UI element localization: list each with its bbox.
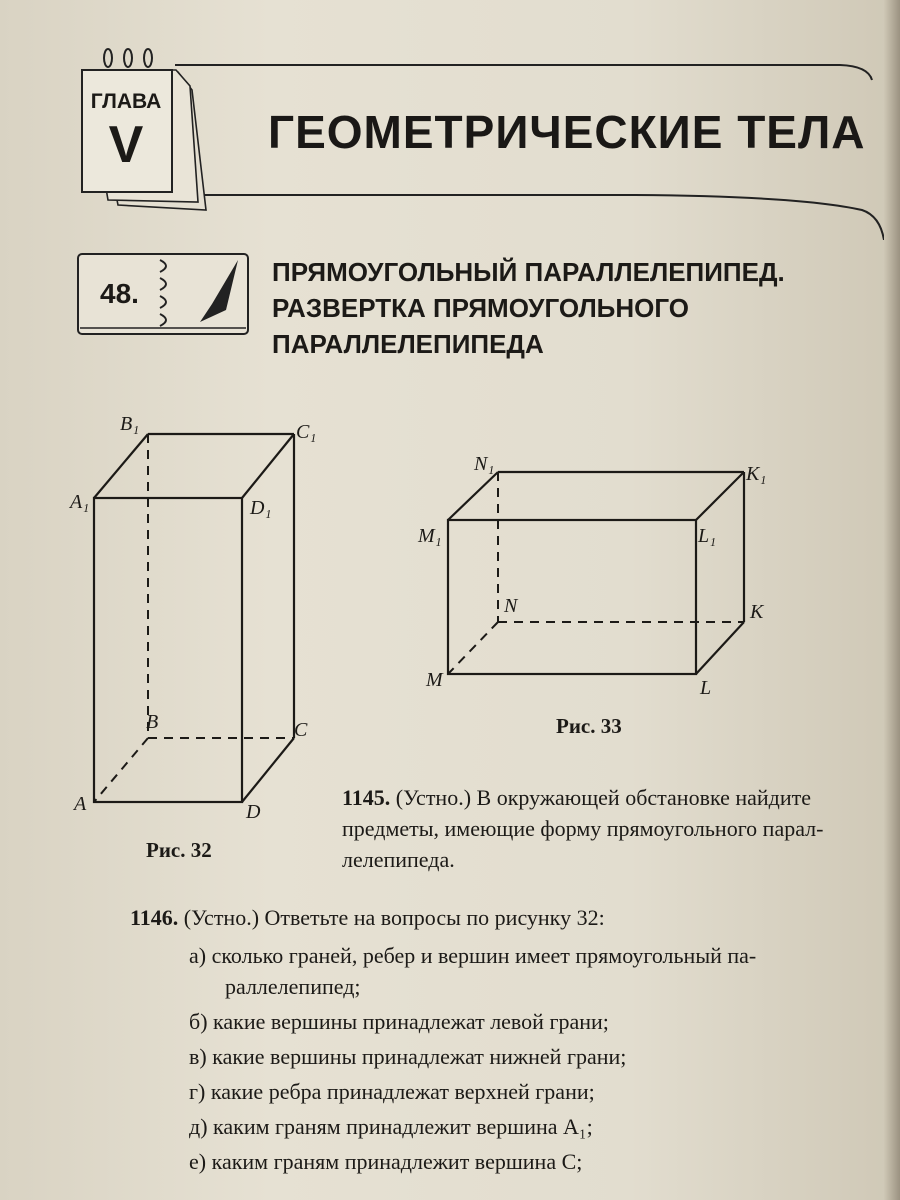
figure-33-caption: Рис. 33: [556, 714, 622, 738]
figure-33-parallelepiped: [410, 450, 790, 710]
list-item: г) какие ребра принадлежат верхней грани;: [189, 1079, 595, 1104]
list-item: б) какие вершины принадлежат левой грани;: [189, 1009, 609, 1034]
vertex-label: D₁: [250, 497, 272, 519]
exercise-1146-intro: [130, 902, 605, 933]
section-title-line: ПАРАЛЛЕЛЕПИПЕДА: [272, 329, 544, 359]
vertex-label: N: [504, 595, 518, 617]
vertex-label: D: [246, 801, 261, 823]
section-title-line: ПРЯМОУГОЛЬНЫЙ ПАРАЛЛЕЛЕПИПЕД.: [272, 257, 785, 287]
list-item: д) каким граням принадлежит вершина A₁;: [189, 1114, 593, 1139]
figure-32-parallelepiped: [60, 410, 350, 830]
exercise-number: 1146.: [130, 905, 179, 930]
vertex-label: M: [426, 669, 443, 691]
vertex-label: K₁: [746, 463, 767, 485]
vertex-label: C₁: [296, 421, 317, 443]
section-number: 48.: [100, 278, 139, 309]
list-item: е) каким граням принадлежит вершина C;: [189, 1149, 583, 1174]
section-title-line: РАЗВЕРТКА ПРЯМОУГОЛЬНОГО: [272, 293, 689, 323]
page-edge-shadow: [884, 0, 900, 1200]
vertex-label: C: [294, 719, 308, 741]
exercise-text-line: лелепипеда.: [342, 847, 455, 872]
vertex-label: A₁: [70, 491, 90, 513]
vertex-label: L₁: [698, 525, 717, 547]
exercise-1146-items: [189, 940, 879, 1200]
list-item: раллелепипед;: [225, 974, 361, 999]
section-title: [272, 254, 785, 362]
exercise-text-line: (Устно.) Ответьте на вопросы по рисунку 32:: [183, 905, 605, 930]
figure-32-caption: Рис. 32: [146, 838, 212, 862]
vertex-label: B₁: [120, 413, 140, 435]
vertex-label: B: [146, 711, 159, 733]
chapter-number: V: [108, 116, 144, 174]
exercise-1145: [342, 782, 823, 875]
vertex-label: M₁: [418, 525, 442, 547]
exercise-text-line: предметы, имеющие форму прямоугольного парал-: [342, 816, 824, 841]
vertex-label: L: [700, 677, 712, 699]
chapter-label: ГЛАВА: [90, 90, 162, 113]
exercise-text-line: (Устно.) В окружающей обстановке найдите: [395, 785, 812, 810]
exercise-number: 1145.: [342, 785, 391, 810]
vertex-label: N₁: [474, 453, 495, 475]
list-item: а) сколько граней, ребер и вершин имеет прямоугольный па-: [189, 943, 757, 968]
vertex-label: A: [74, 793, 87, 815]
list-item: в) какие вершины принадлежат нижней грани;: [189, 1044, 627, 1069]
chapter-title: ГЕОМЕТРИЧЕСКИЕ ТЕЛА: [268, 106, 866, 158]
vertex-label: K: [750, 601, 764, 623]
